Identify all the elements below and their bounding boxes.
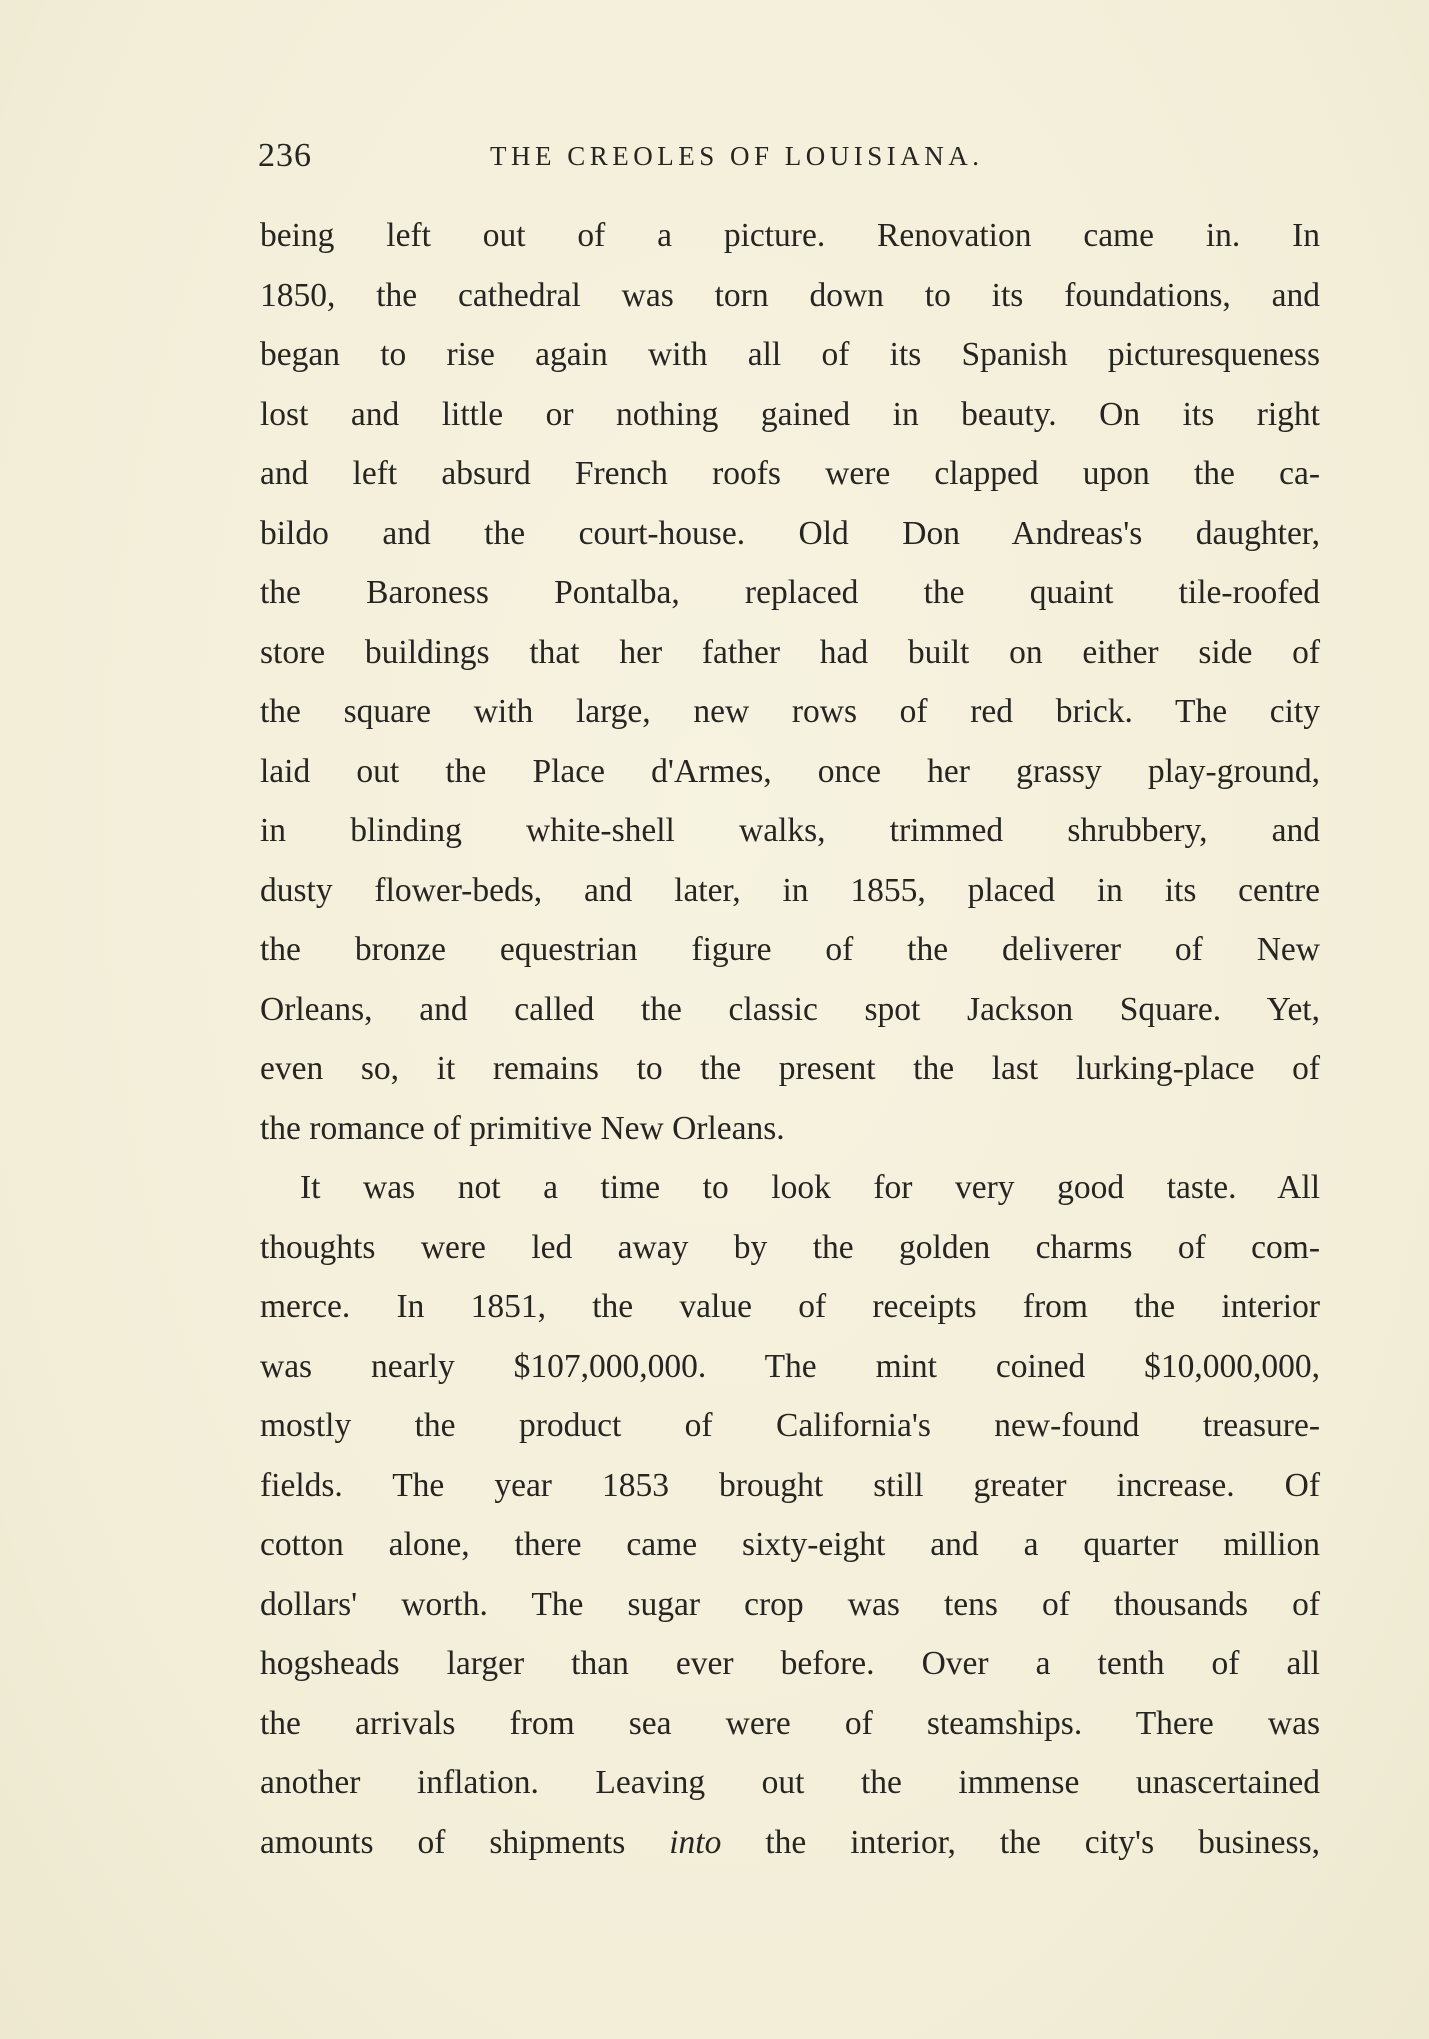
text-line: and left absurd French roofs were clapped upon the ca-: [260, 455, 1320, 492]
text-line: even so, it remains to the present the last lurking-place of: [260, 1050, 1320, 1087]
text-line: in blinding white-shell walks, trimmed shrubbery, and: [260, 812, 1320, 849]
text-line: cotton alone, there came sixty-eight and a quarter million: [260, 1526, 1320, 1563]
text-line: hogsheads larger than ever before. Over a tenth of all: [260, 1645, 1320, 1682]
text-line: the Baroness Pontalba, replaced the quaint tile-roofed: [260, 574, 1320, 611]
body-text: [260, 206, 1320, 1872]
text-line: the arrivals from sea were of steamships. There was: [260, 1704, 1320, 1742]
text-line: the bronze equestrian figure of the deliverer of New: [260, 931, 1320, 968]
text-segment: the interior, the city's business,: [721, 1823, 1320, 1861]
text-line: was nearly $107,000,000. The mint coined $10,000,000,: [260, 1347, 1320, 1385]
page-number: 236: [258, 137, 312, 174]
text-line-paragraph-start: It was not a time to look for very good taste. All: [300, 1169, 1320, 1206]
text-line: thoughts were led away by the golden charms of com-: [260, 1228, 1320, 1266]
text-line: Orleans, and called the classic spot Jackson Square. Yet,: [260, 990, 1320, 1028]
text-line: being left out of a picture. Renovation came in. In: [260, 217, 1320, 254]
text-segment: amounts of shipments: [260, 1823, 670, 1861]
text-line: laid out the Place d'Armes, once her grassy play-ground,: [260, 752, 1320, 790]
text-line: merce. In 1851, the value of receipts from the interior: [260, 1288, 1320, 1325]
text-line: 1850, the cathedral was torn down to its foundations, and: [260, 276, 1320, 314]
text-line: bildo and the court-house. Old Don Andreas's daughter,: [260, 514, 1320, 552]
text-line: dusty flower-beds, and later, in 1855, placed in its centre: [260, 871, 1320, 909]
running-title: THE CREOLES OF LOUISIANA.: [490, 141, 984, 171]
text-line: another inflation. Leaving out the immense unascertained: [260, 1764, 1320, 1801]
text-line: store buildings that her father had built on either side of: [260, 633, 1320, 671]
text-line: mostly the product of California's new-found treasure-: [260, 1407, 1320, 1444]
text-line-final: [260, 1813, 1320, 1873]
text-line: fields. The year 1853 brought still greater increase. Of: [260, 1466, 1320, 1504]
text-line: began to rise again with all of its Spanish picturesqueness: [260, 336, 1320, 373]
text-line: the romance of primitive New Orleans.: [260, 1109, 785, 1147]
text-line: lost and little or nothing gained in beauty. On its right: [260, 395, 1320, 433]
italic-word: into: [669, 1823, 722, 1861]
page-header: [258, 136, 1318, 176]
text-line: dollars' worth. The sugar crop was tens of thousands of: [260, 1585, 1320, 1623]
text-line: the square with large, new rows of red brick. The city: [260, 693, 1320, 730]
